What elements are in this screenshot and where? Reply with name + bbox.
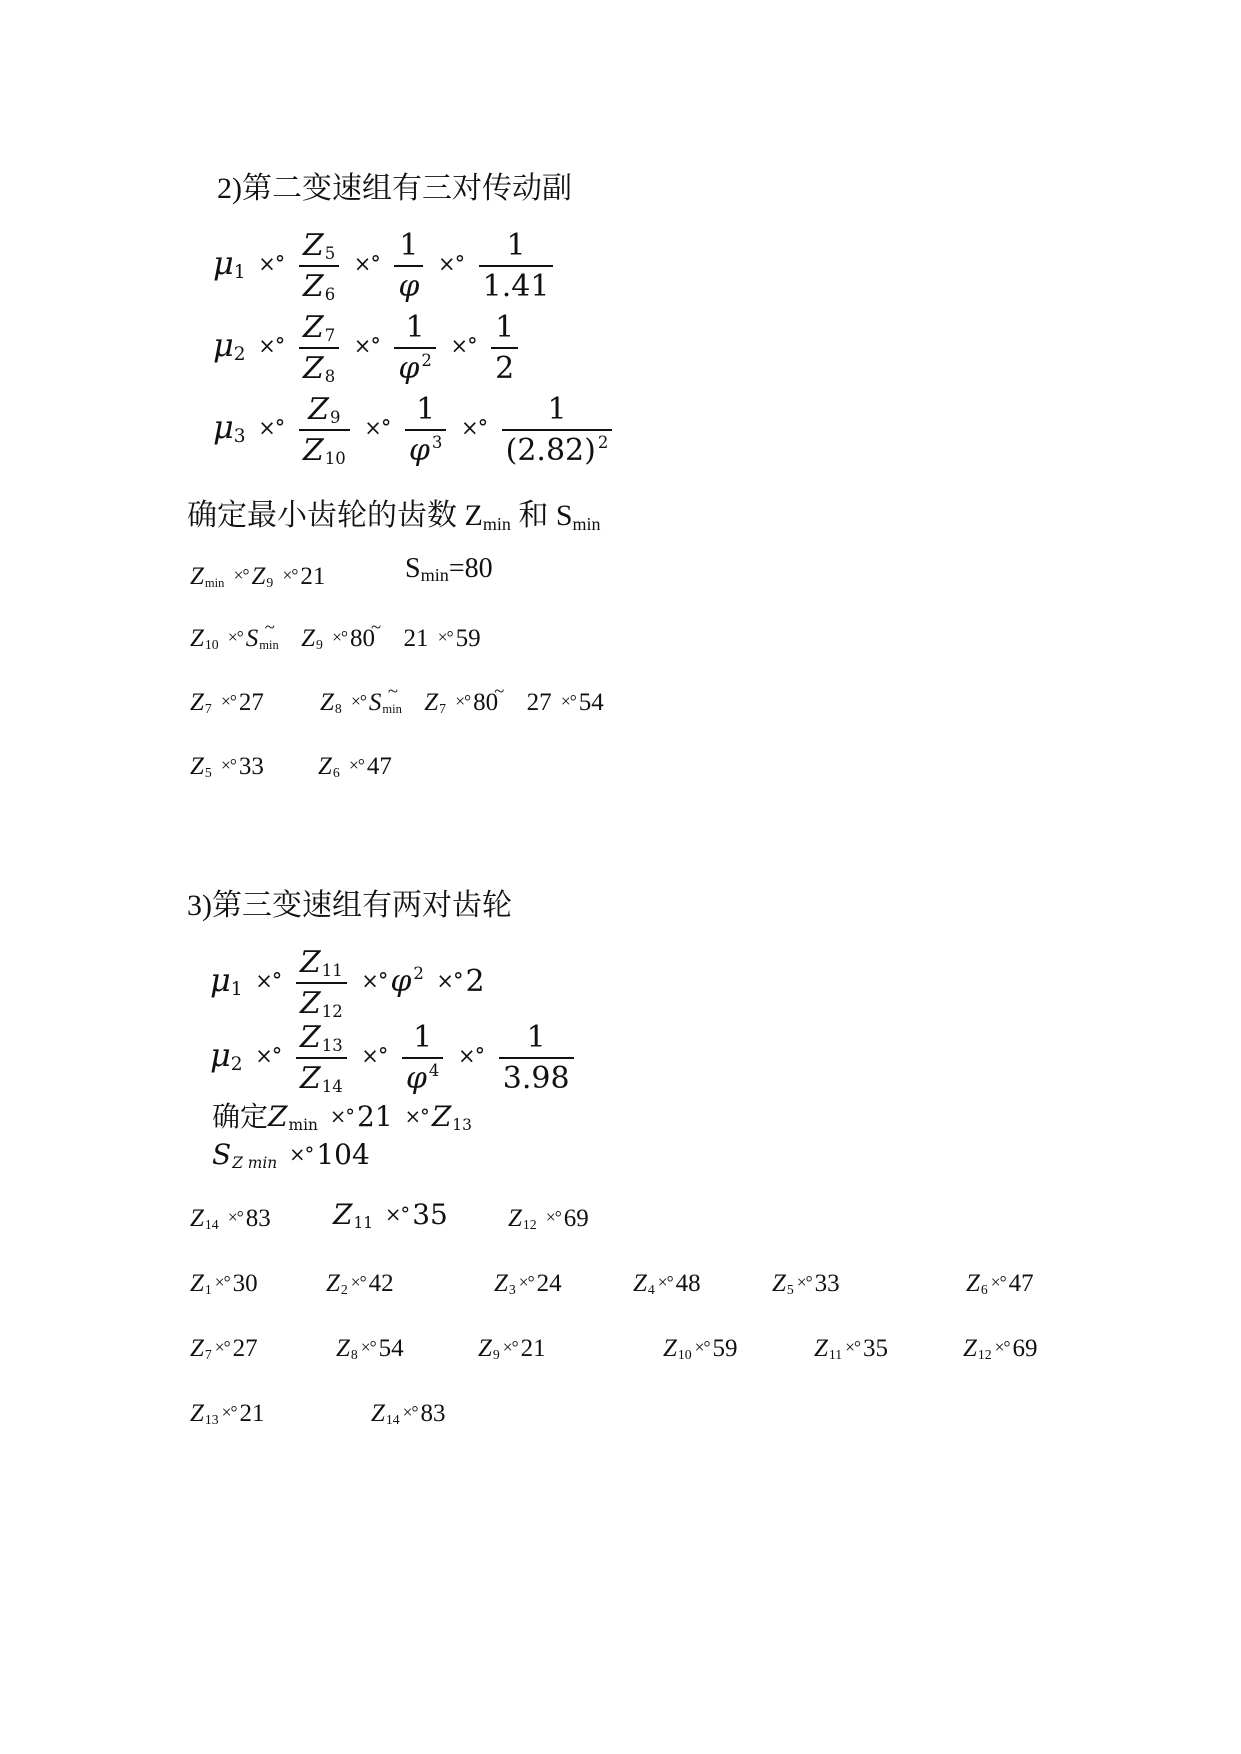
mu2-equation: μ2 ×° $\frac{Z7}{Z8}$ ×° $\frac{1}{\varphi ^2}$ ×° $\frac{1}{2}$ bbox=[213, 310, 520, 386]
section-3-heading: 3)第三变速组有两对齿轮 bbox=[187, 889, 512, 922]
mu-symbol: μ bbox=[213, 244, 234, 282]
section-2-heading: 2)第二变速组有三对传动副 bbox=[217, 172, 572, 205]
gear-ratio-fraction: $\frac{Z11}{Z12}$ bbox=[296, 945, 347, 1021]
summary-item: Z14 ×° 83 bbox=[371, 1400, 446, 1428]
numeric-fraction: $\frac{1}{(2.82) ^2}$ bbox=[502, 392, 613, 468]
summary-item: Z8 ×° 54 bbox=[336, 1335, 404, 1363]
zmin-line: Zmin ×° Z9 ×° 21 bbox=[190, 563, 326, 591]
numeric-fraction: $\frac{1}{2}$ bbox=[491, 310, 518, 386]
z11-line: Z11 ×° 35 bbox=[333, 1198, 448, 1232]
z6-line: Z6 ×° 47 bbox=[318, 753, 392, 781]
equals-sign: ×° bbox=[437, 251, 465, 276]
mu3-equation: μ3 ×° $\frac{Z9}{Z10}$ ×° $\frac{1}{\varphi ^3}$ ×° $\frac{1}{(2.82) ^2}$ bbox=[213, 392, 614, 468]
mu-symbol: μ bbox=[213, 408, 234, 446]
z14-line: Z14 ×° 83 bbox=[190, 1205, 271, 1233]
gear-ratio-fraction: $\frac{Z13}{Z14}$ bbox=[296, 1020, 347, 1096]
numeric-fraction: $\frac{1}{3.98}$ bbox=[499, 1020, 574, 1096]
summary-item: Z6 ×° 47 bbox=[966, 1270, 1034, 1298]
summary-item: Z4 ×° 48 bbox=[633, 1270, 701, 1298]
gear-ratio-fraction: $\frac{Z9}{Z10}$ bbox=[299, 392, 350, 468]
numeric-fraction: $\frac{1}{1.41}$ bbox=[479, 228, 554, 304]
determine-line: 确定最小齿轮的齿数 Zmin 和 Smin bbox=[187, 499, 601, 535]
summary-item: Z9 ×° 21 bbox=[478, 1335, 546, 1363]
summary-item: Z7 ×° 27 bbox=[190, 1335, 258, 1363]
z7-line: Z7 ×° 27 bbox=[190, 689, 264, 717]
summary-item: Z2 ×° 42 bbox=[326, 1270, 394, 1298]
gear-ratio-fraction: $\frac{Z5}{Z6}$ bbox=[299, 228, 339, 304]
phi-fraction: $\frac{1}{\varphi}$ bbox=[394, 228, 423, 304]
z8-line: Z8 ×° Smin~ Z7 ×° 80~ 27 ×° 54 bbox=[320, 680, 604, 717]
phi-fraction: $\frac{1}{\varphi ^2}$ bbox=[394, 310, 436, 386]
summary-item: Z12 ×° 69 bbox=[963, 1335, 1038, 1363]
mu-subscript: 1 bbox=[233, 262, 246, 284]
s3-mu1-equation: μ1 ×° $\frac{Z11}{Z12}$ ×° φ $^2$ ×° 2 bbox=[210, 945, 485, 1022]
s3-determine-line: 确定Zmin ×° 21 ×° Z13 bbox=[212, 1100, 472, 1134]
z12-line: Z12 ×° 69 bbox=[508, 1205, 589, 1233]
smin-value: Smin=80 bbox=[405, 553, 493, 585]
s3-mu2-equation: μ2 ×° $\frac{Z13}{Z14}$ ×° $\frac{1}{\varphi ^4}$ ×° $\frac{1}{3.98}$ bbox=[210, 1020, 576, 1096]
equals-sign: ×° bbox=[258, 251, 285, 276]
z10-line: Z10 ×° Smin~ Z9 ×° 80~ 21 ×° 59 bbox=[190, 616, 481, 653]
summary-item: Z13 ×° 21 bbox=[190, 1400, 265, 1428]
summary-item: Z3 ×° 24 bbox=[494, 1270, 562, 1298]
mu-symbol: μ bbox=[213, 326, 234, 364]
z5-line: Z5 ×° 33 bbox=[190, 753, 264, 781]
summary-item: Z1 ×° 30 bbox=[190, 1270, 258, 1298]
s3-szmin-line: SZ min ×° 104 bbox=[212, 1138, 370, 1172]
mu1-equation bbox=[213, 228, 555, 304]
gear-ratio-fraction: $\frac{Z7}{Z8}$ bbox=[299, 310, 339, 386]
summary-item: Z10 ×° 59 bbox=[663, 1335, 738, 1363]
phi-fraction: $\frac{1}{\varphi ^4}$ bbox=[402, 1020, 444, 1096]
summary-item: Z11 ×° 35 bbox=[814, 1335, 889, 1363]
summary-item: Z5 ×° 33 bbox=[772, 1270, 840, 1298]
phi-fraction: $\frac{1}{\varphi ^3}$ bbox=[405, 392, 447, 468]
equals-sign: ×° bbox=[353, 251, 380, 276]
